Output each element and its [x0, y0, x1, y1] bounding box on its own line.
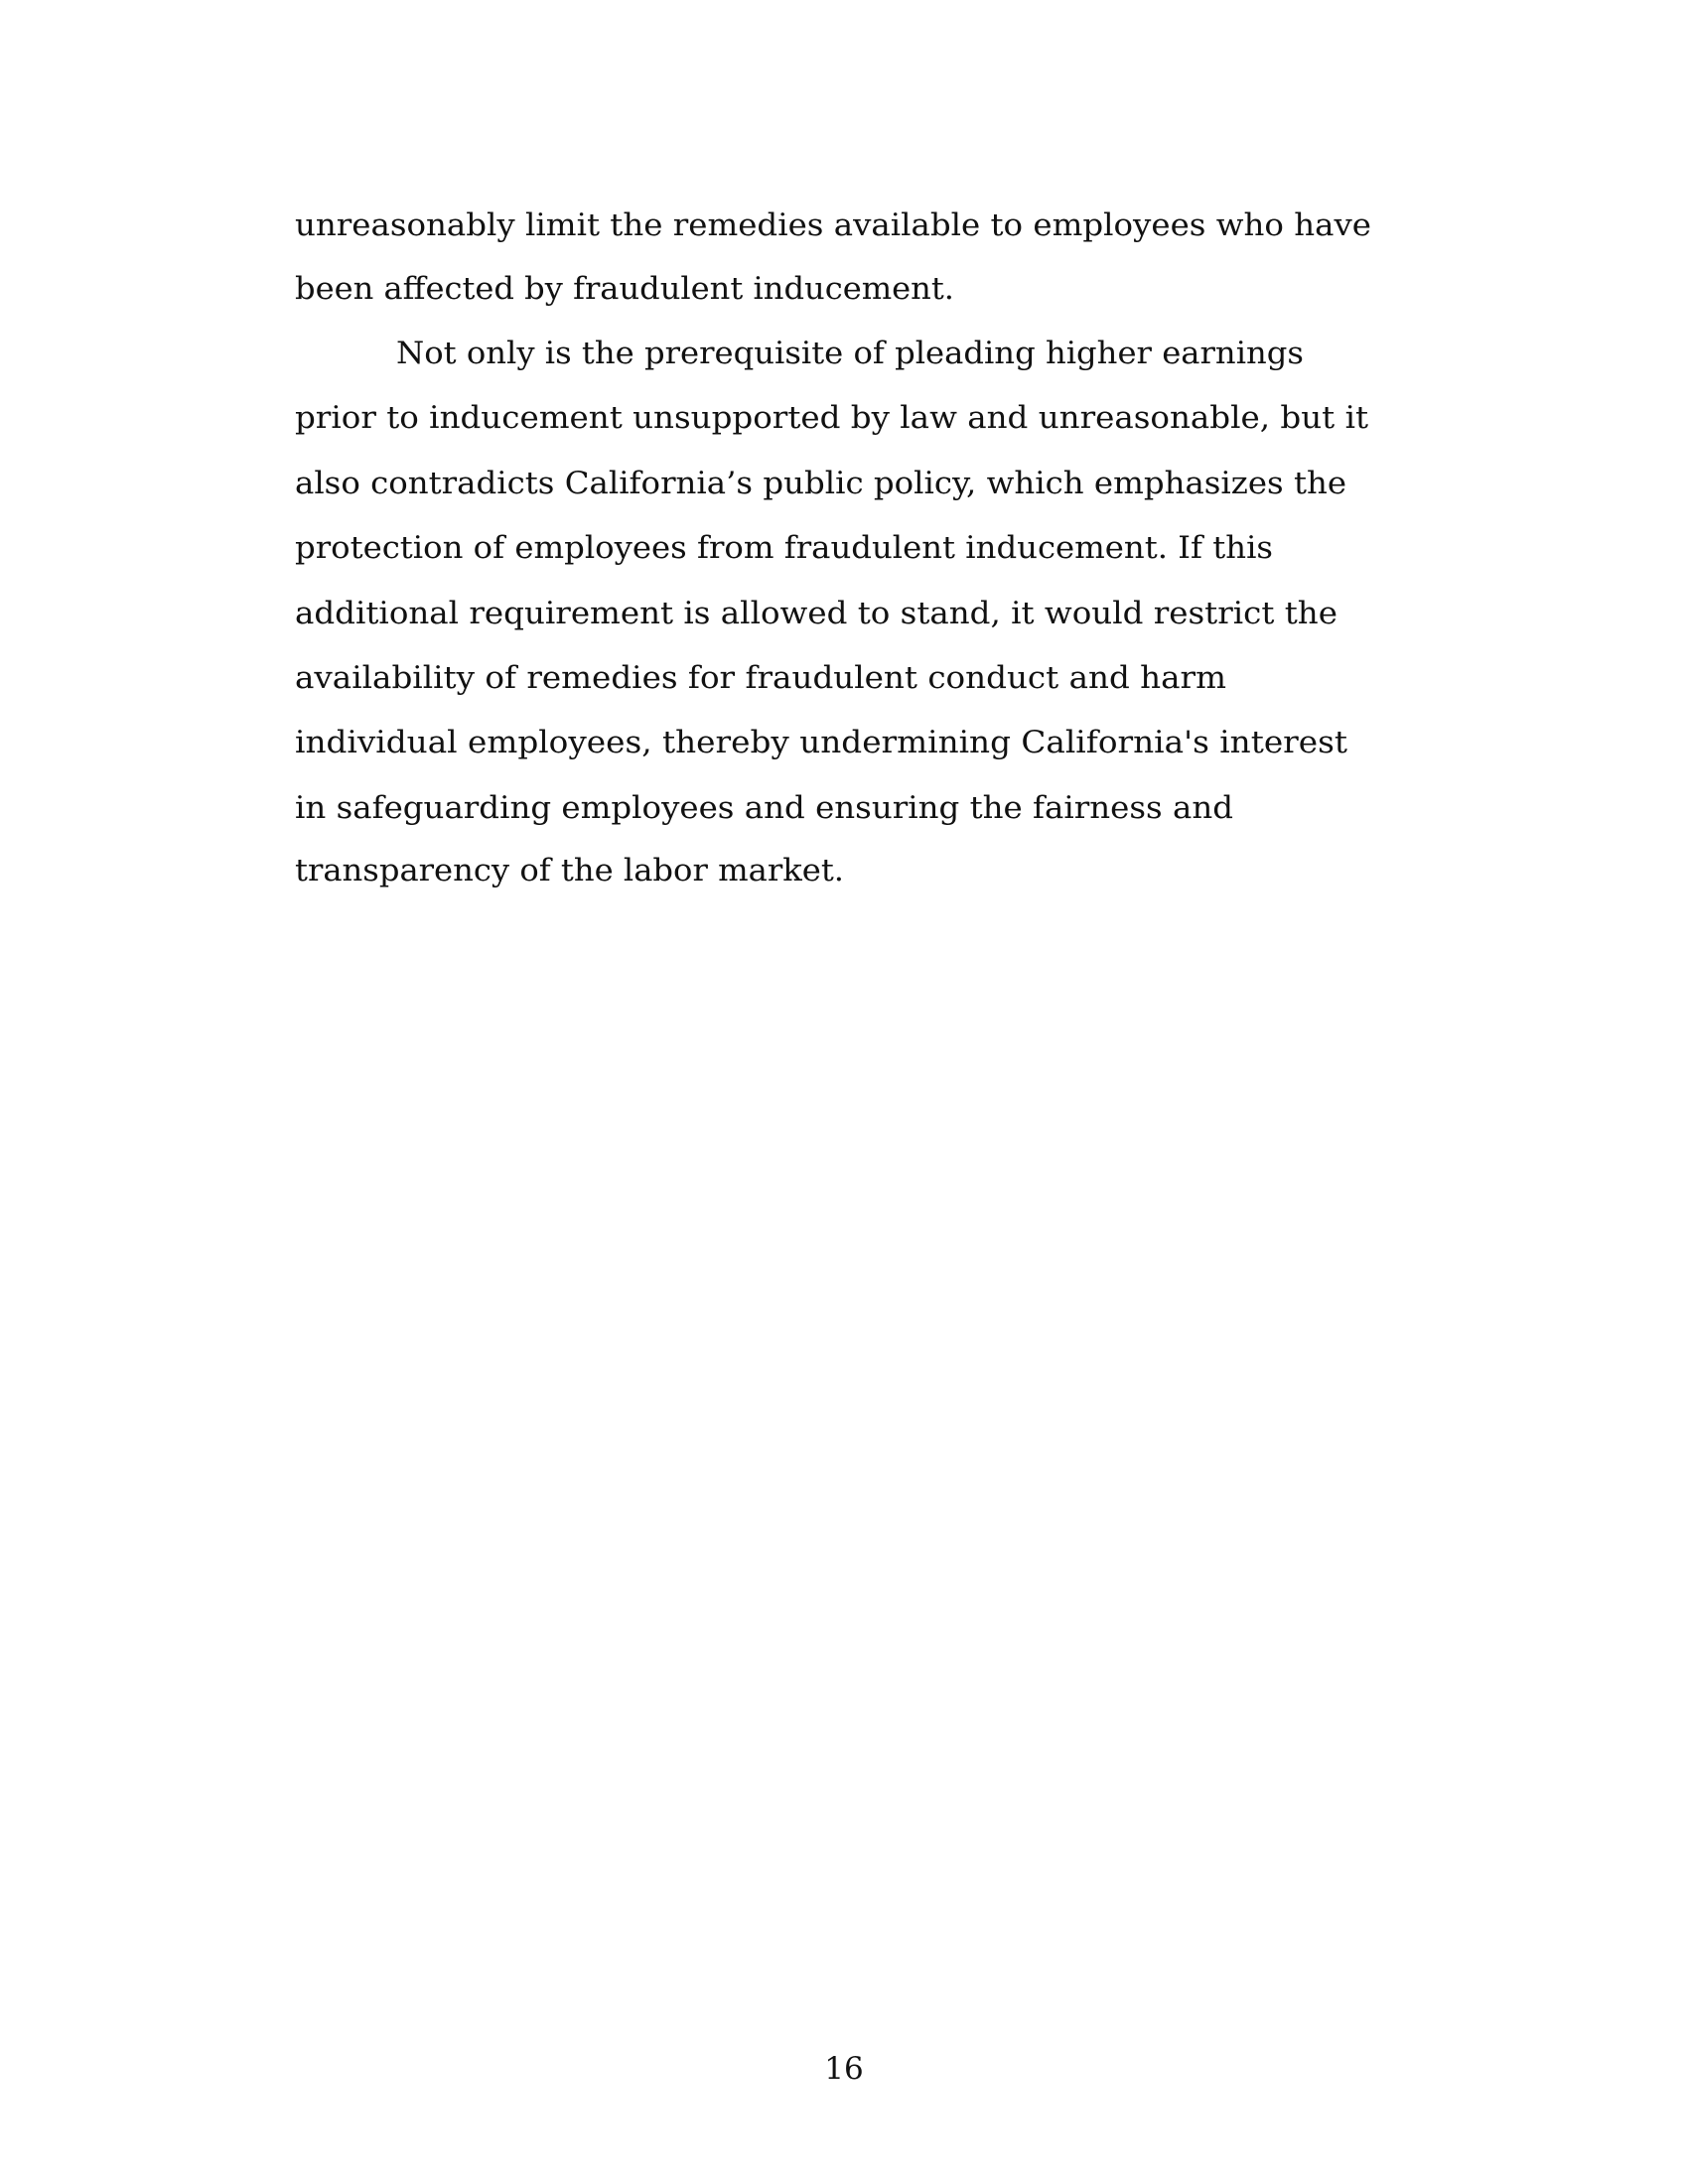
body-text-line: been affected by fraudulent inducement.	[295, 271, 954, 308]
body-text-line: transparency of the labor market.	[295, 853, 845, 889]
page-number: 16	[824, 2051, 864, 2088]
body-text-line: in safeguarding employees and ensuring the fairness and	[295, 790, 1233, 827]
body-text-line: unreasonably limit the remedies available to employees who have	[295, 207, 1372, 244]
body-text-line: protection of employees from fraudulent inducement. If this	[295, 530, 1274, 567]
body-text-line: also contradicts California’s public policy, which emphasizes the	[295, 466, 1347, 502]
body-text-line: availability of remedies for fraudulent conduct and harm	[295, 660, 1226, 697]
paragraph-first-line: Not only is the prerequisite of pleading higher earnings	[396, 336, 1304, 372]
body-text-line: prior to inducement unsupported by law and unreasonable, but it	[295, 400, 1369, 437]
body-text-line: individual employees, thereby undermining California's interest	[295, 725, 1348, 761]
body-text-line: additional requirement is allowed to stand, it would restrict the	[295, 596, 1337, 632]
